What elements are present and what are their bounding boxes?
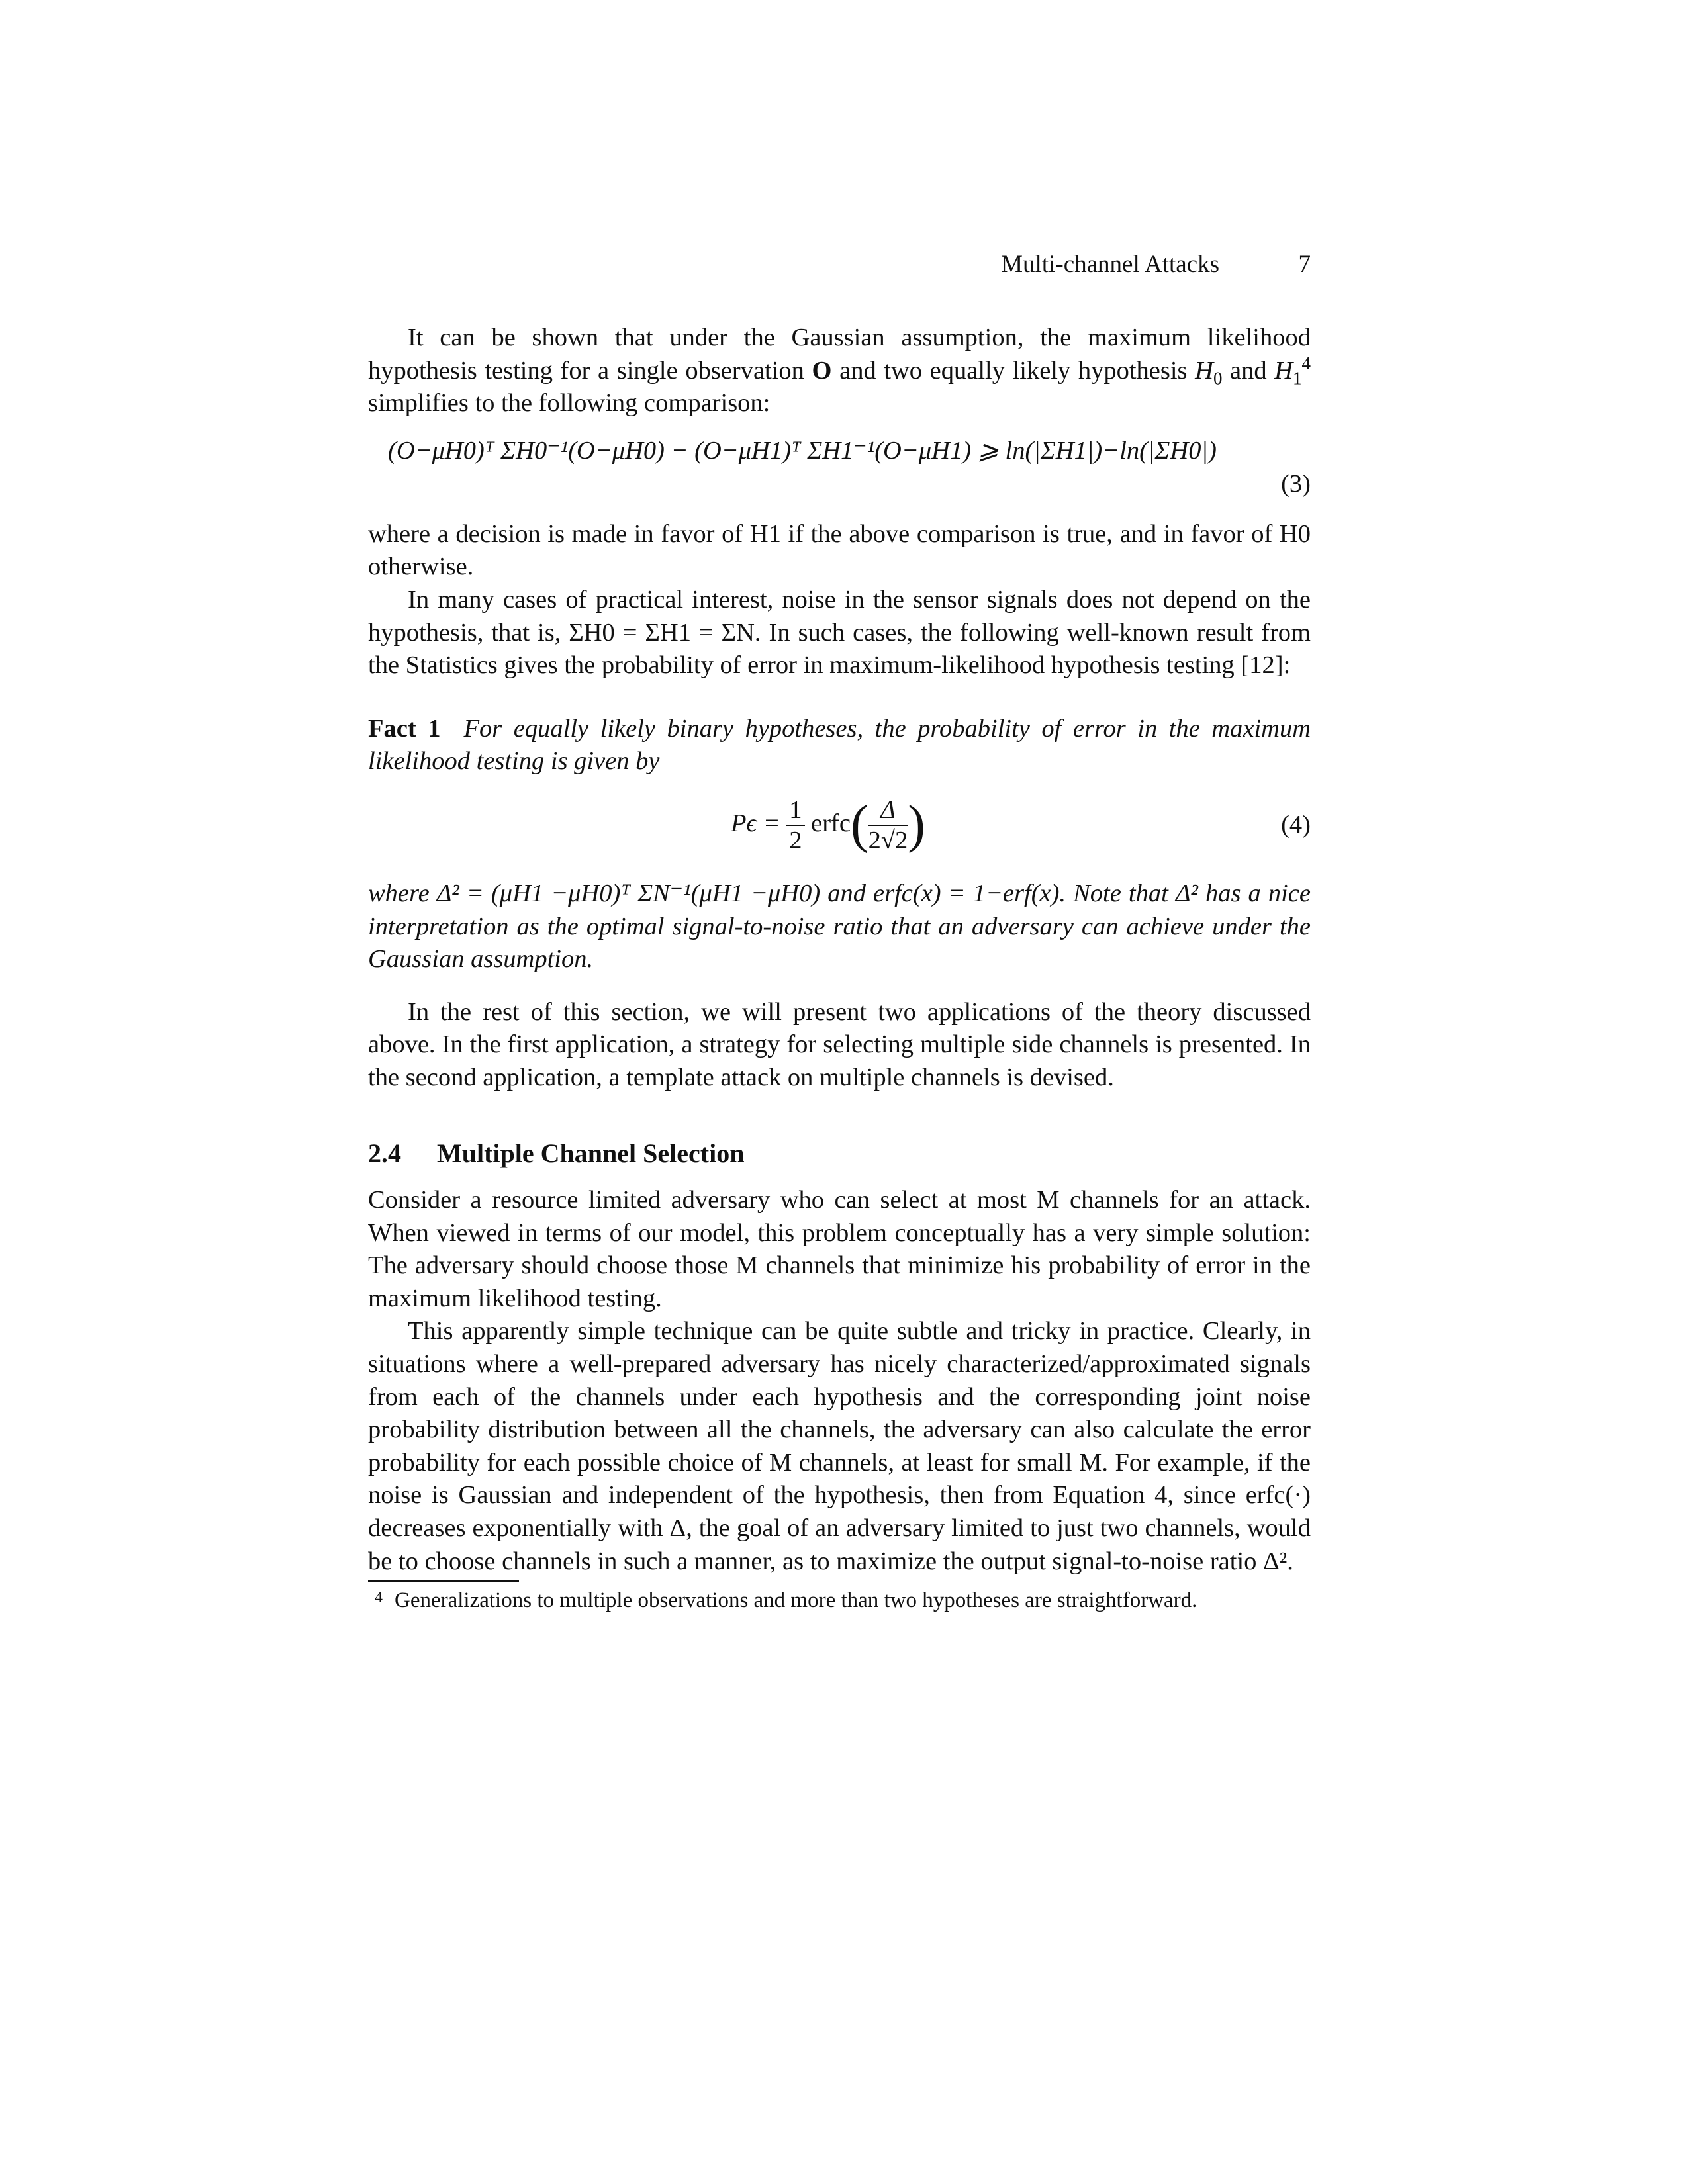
fact-1 bbox=[368, 713, 1311, 976]
equation-4-lhs: Pϵ = bbox=[731, 809, 780, 837]
equation-4-expression bbox=[731, 796, 925, 855]
footnote-mark: 4 bbox=[375, 1589, 383, 1607]
h1-subscript: 1 bbox=[1293, 368, 1302, 388]
section-heading bbox=[368, 1137, 1311, 1170]
running-title: Multi-channel Attacks bbox=[1001, 251, 1219, 278]
fact-where: where Δ² = (μH1 −μH0)ᵀ ΣN⁻¹(μH1 −μH0) and erfc(x) = 1−erf(x). Note that Δ² has a nice interpretation as the optimal signal-to-noise ratio that an adversary can achieve under the Gaussian assumption. bbox=[368, 879, 1311, 974]
intro-text-3: and bbox=[1222, 356, 1275, 385]
section-title: Multiple Channel Selection bbox=[437, 1138, 745, 1168]
footnote-rule bbox=[368, 1580, 519, 1582]
paragraph-consider: Consider a resource limited adversary who can select at most M channels for an attack. When viewed in terms of our model, this problem conceptually has a very simple solution: The adversary should choose those M channels that minimize his probability of error in the maximum likelihood testing. bbox=[368, 1186, 1311, 1312]
footnote bbox=[368, 1587, 1311, 1614]
equation-4 bbox=[368, 792, 1311, 878]
h0-subscript: 0 bbox=[1213, 368, 1223, 388]
equation-4-number: (4) bbox=[1281, 810, 1311, 839]
section-number: 2.4 bbox=[368, 1138, 401, 1168]
half-numerator: 1 bbox=[786, 796, 804, 826]
observation-symbol: O bbox=[812, 356, 832, 385]
equation-3-number: (3) bbox=[1281, 469, 1311, 498]
paragraph-noise: In many cases of practical interest, noise in the sensor signals does not depend on the hypothesis, that is, ΣH0 = ΣH1 = ΣN. In such cases, the following well-known result from the Statistics gives the probability of error in maximum-likelihood hypothesis testing [12]: bbox=[368, 585, 1311, 680]
left-paren: ( bbox=[850, 796, 868, 854]
delta-fraction bbox=[868, 796, 908, 855]
delta-numerator: Δ bbox=[868, 796, 908, 826]
intro-text-2: and two equally likely hypothesis bbox=[831, 356, 1196, 385]
paragraph-intro bbox=[368, 322, 1311, 420]
paragraph-decision: where a decision is made in favor of H1 if the above comparison is true, and in favor of H0 otherwise. bbox=[368, 520, 1311, 581]
page-body bbox=[368, 322, 1311, 1614]
half-fraction bbox=[786, 796, 804, 855]
paper-page bbox=[368, 0, 1311, 2184]
intro-text-1: It can be shown that under the Gaussian assumption, the maximum likelihood hypothesis testing for a single observation bbox=[368, 324, 1311, 385]
paragraph-rest: In the rest of this section, we will present two applications of the theory discussed above. In the first application, a strategy for selecting multiple side channels is presented. In the second application, a template attack on multiple channels is devised. bbox=[368, 997, 1311, 1091]
page-number: 7 bbox=[1298, 251, 1311, 278]
equation-3 bbox=[368, 433, 1311, 500]
footnote-ref[interactable]: 4 bbox=[1301, 353, 1311, 373]
running-header bbox=[368, 250, 1311, 283]
fact-statement: For equally likely binary hypotheses, the probability of error in the maximum likelihood testing is given by bbox=[368, 714, 1311, 776]
paragraph-apparently: This apparently simple technique can be quite subtle and tricky in practice. Clearly, in situations where a well-prepared adversary has nicely characterized/approximated signals from each of the channels under each hypothesis and the corresponding joint noise probability distribution between all the channels, the adversary can also calculate the error probability for each possible choice of M channels, at least for small M. For example, if the noise is Gaussian and independent of the hypothesis, then from Equation 4, since erfc(·) decreases exponentially with Δ, the goal of an adversary limited to just two channels, would be to choose channels in such a manner, as to maximize the output signal-to-noise ratio Δ². bbox=[368, 1317, 1311, 1575]
intro-text-4: simplifies to the following comparison: bbox=[368, 389, 771, 418]
delta-denominator: 2√2 bbox=[868, 826, 908, 854]
h0-symbol: H bbox=[1195, 356, 1213, 385]
half-denominator: 2 bbox=[789, 826, 802, 854]
erfc-function: erfc bbox=[811, 809, 851, 837]
h1-symbol: H bbox=[1274, 356, 1293, 385]
footnote-text: Generalizations to multiple observations and more than two hypotheses are straightforward. bbox=[395, 1588, 1197, 1613]
right-paren: ) bbox=[908, 796, 925, 854]
equation-3-expression: (O−μH0)ᵀ ΣH0⁻¹(O−μH0) − (O−μH1)ᵀ ΣH1⁻¹(O−μH1) ⩾ ln(|ΣH1|)−ln(|ΣH0|) bbox=[388, 436, 1217, 465]
fact-label: Fact 1 bbox=[368, 714, 441, 743]
